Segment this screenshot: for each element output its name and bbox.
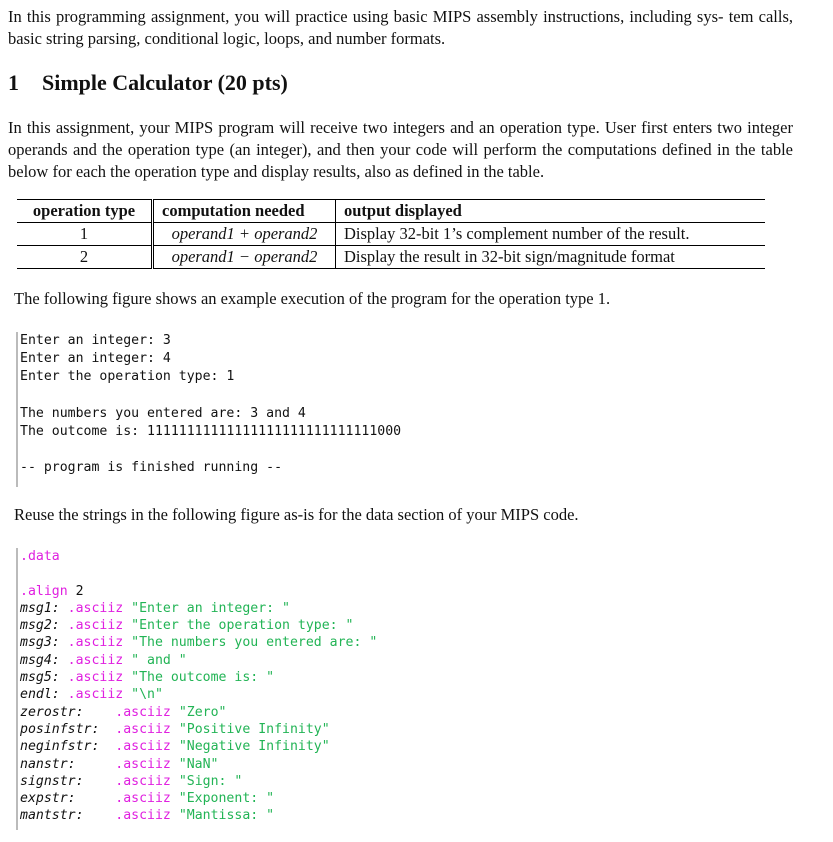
code-listing bbox=[16, 548, 377, 830]
code-line bbox=[20, 807, 377, 824]
code-line bbox=[20, 790, 377, 807]
string-literal: "The outcome is: " bbox=[123, 670, 275, 686]
spacing bbox=[84, 705, 116, 720]
string-literal: "Mantissa: " bbox=[170, 808, 275, 824]
console-line: Enter an integer: 4 bbox=[20, 351, 171, 367]
directive: .asciiz bbox=[115, 808, 171, 824]
label: msg5: bbox=[20, 670, 60, 686]
cell-op: 2 bbox=[17, 246, 153, 269]
operations-table bbox=[17, 199, 765, 269]
figure-caption-2: Reuse the strings in the following figure as-is for the data section of your MIPS code. bbox=[14, 505, 579, 524]
string-literal: "NaN" bbox=[170, 756, 219, 772]
section-heading bbox=[8, 70, 288, 96]
align-directive: .align bbox=[20, 583, 68, 599]
directive: .asciiz bbox=[115, 773, 171, 789]
description-paragraph: In this assignment, your MIPS program will receive two integers and an operation type. User first enters two integer operands and the operation type (an integer), and then your code will perform the computations defined in the table below for each the operation type and display results, also as defined in the table. bbox=[8, 118, 793, 181]
spacing bbox=[84, 774, 116, 789]
data-directive: .data bbox=[20, 549, 60, 564]
table-row bbox=[17, 246, 765, 269]
directive: .asciiz bbox=[67, 600, 124, 616]
console-line: Enter the operation type: 1 bbox=[20, 369, 235, 385]
table-row bbox=[17, 223, 765, 246]
header-output: output displayed bbox=[336, 200, 766, 223]
console-line: Enter an integer: 3 bbox=[20, 333, 171, 348]
code-line bbox=[20, 652, 377, 669]
spacing bbox=[76, 791, 116, 806]
spacing bbox=[60, 653, 68, 668]
spacing bbox=[99, 722, 115, 737]
string-literal: "Sign: " bbox=[170, 773, 243, 789]
code-line bbox=[20, 721, 377, 738]
directive: .asciiz bbox=[115, 756, 171, 772]
label: zerostr: bbox=[20, 704, 84, 720]
label: signstr: bbox=[20, 773, 84, 789]
label: posinfstr: bbox=[20, 721, 100, 737]
cell-computation: operand1 + operand2 bbox=[153, 223, 336, 246]
cell-output: Display the result in 32-bit sign/magnitude format bbox=[344, 247, 675, 266]
string-literal: "Zero" bbox=[170, 704, 227, 720]
directive: .asciiz bbox=[67, 635, 124, 651]
code-line bbox=[20, 686, 377, 703]
label: nanstr: bbox=[20, 756, 76, 772]
spacing bbox=[60, 618, 68, 633]
string-literal: "The numbers you entered are: " bbox=[123, 635, 378, 651]
cell-output: Display 32-bit 1’s complement number of the result. bbox=[336, 223, 766, 246]
label: msg4: bbox=[20, 652, 60, 668]
directive: .asciiz bbox=[67, 670, 124, 686]
spacing bbox=[99, 739, 115, 754]
spacing bbox=[60, 635, 68, 650]
label: mantstr: bbox=[20, 808, 84, 824]
spacing bbox=[60, 670, 68, 685]
intro-paragraph: In this programming assignment, you will practice using basic MIPS assembly instructions, including sys- tem calls, basic string parsing, conditional logic, loops, and number formats. bbox=[8, 7, 793, 48]
directive: .asciiz bbox=[115, 739, 171, 755]
code-line bbox=[20, 738, 377, 755]
cell-op: 1 bbox=[17, 223, 153, 246]
code-line bbox=[20, 773, 377, 790]
code-line bbox=[20, 704, 377, 721]
directive: .asciiz bbox=[67, 652, 124, 668]
directive: .asciiz bbox=[115, 704, 171, 720]
string-literal: " and " bbox=[123, 652, 187, 668]
align-value: 2 bbox=[67, 583, 84, 599]
code-line bbox=[20, 634, 377, 651]
code-line bbox=[20, 756, 377, 773]
section-title: Simple Calculator (20 pts) bbox=[42, 70, 288, 95]
string-literal: "Enter an integer: " bbox=[123, 600, 290, 616]
console-line bbox=[20, 387, 401, 405]
label: msg3: bbox=[20, 635, 60, 651]
directive: .asciiz bbox=[115, 721, 171, 737]
string-literal: "Negative Infinity" bbox=[170, 739, 330, 755]
string-literal: "\n" bbox=[123, 687, 163, 703]
directive: .asciiz bbox=[67, 687, 124, 703]
console-line bbox=[20, 441, 401, 459]
spacing bbox=[76, 757, 116, 772]
code-line bbox=[20, 669, 377, 686]
spacing bbox=[60, 687, 68, 702]
cell-computation: operand1 − operand2 bbox=[153, 246, 336, 269]
label: msg2: bbox=[20, 618, 60, 634]
string-literal: "Positive Infinity" bbox=[170, 721, 330, 737]
string-literal: "Exponent: " bbox=[170, 791, 275, 807]
label: expstr: bbox=[20, 791, 76, 807]
spacing bbox=[84, 808, 116, 823]
label: msg1: bbox=[20, 600, 60, 616]
header-operation-type: operation type bbox=[17, 200, 153, 223]
section-number: 1 bbox=[8, 70, 19, 95]
code-line bbox=[20, 617, 377, 634]
label: endl: bbox=[20, 687, 60, 703]
string-literal: "Enter the operation type: " bbox=[123, 618, 354, 634]
code-line bbox=[20, 600, 377, 617]
label: neginfstr: bbox=[20, 739, 100, 755]
spacing bbox=[60, 601, 68, 616]
directive: .asciiz bbox=[115, 791, 171, 807]
console-line: The numbers you entered are: 3 and 4 bbox=[20, 405, 306, 421]
console-line: -- program is finished running -- bbox=[20, 460, 283, 476]
figure-caption-1: The following figure shows an example execution of the program for the operation type 1. bbox=[14, 289, 611, 308]
console-line: The outcome is: 11111111111111111111111111111000 bbox=[20, 424, 402, 440]
header-computation: computation needed bbox=[153, 200, 336, 223]
directive: .asciiz bbox=[67, 618, 124, 634]
console-output bbox=[16, 332, 401, 487]
